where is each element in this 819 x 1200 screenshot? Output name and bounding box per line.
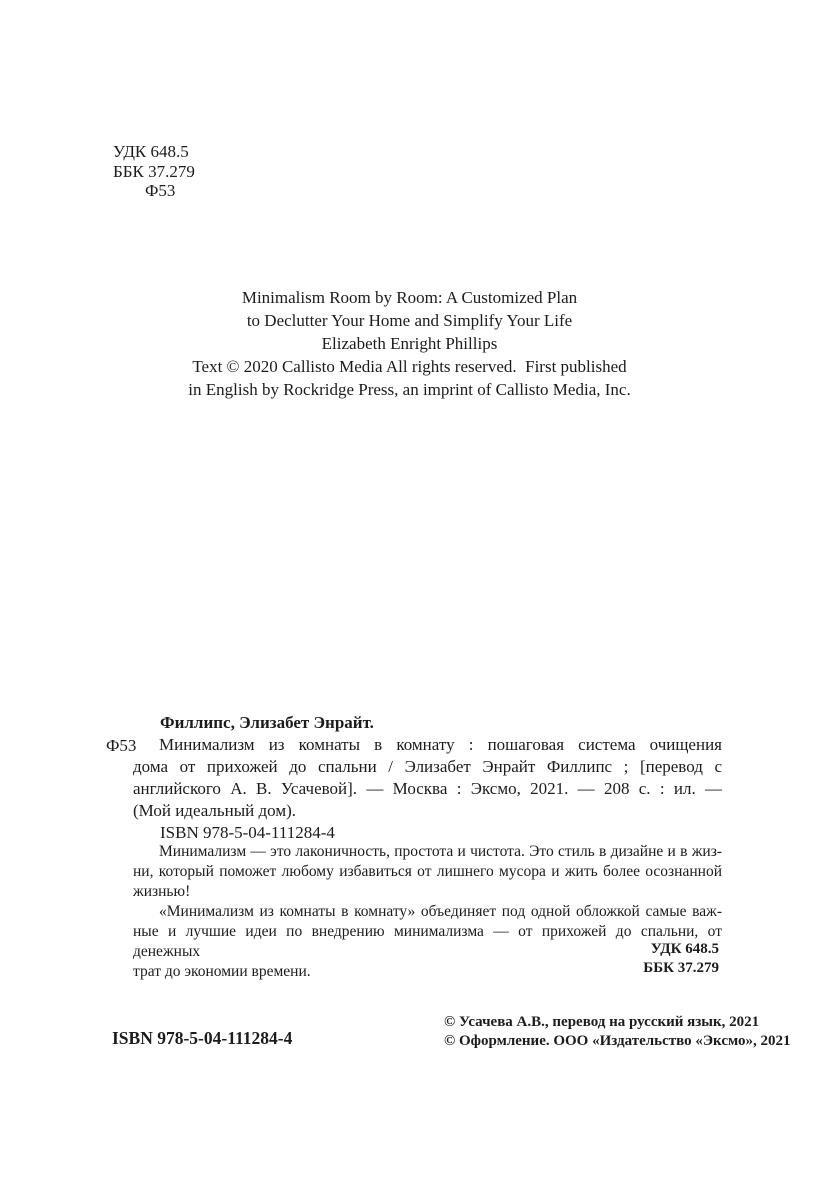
text-line: Elizabeth Enright Phillips [321,334,498,353]
text-line: to Declutter Your Home and Simplify Your Life [246,311,573,330]
text-line: in English by Rockridge Press, an imprint of Callisto Media, Inc. [188,380,631,399]
catalog-description [133,734,722,822]
text-line: английского А. В. Усачевой]. — Москва : Эксмо, 2021. — 208 с. : ил. — [133,779,722,798]
catalog-isbn: ISBN 978-5-04-111284-4 [160,823,335,842]
catalog-card [133,712,722,844]
english-imprint-block [0,286,819,401]
text-line: жизнью! [133,883,191,900]
text-line: Минимализм из комнаты в комнату : пошаговая система очищения [159,735,722,754]
text-line: дома от прихожей до спальни / Элизабет Энрайт Филлипс ; [перевод с [133,757,722,776]
udk-code-bottom: УДК 648.5 [650,941,719,957]
text-line: «Минимализм из комнаты в комнату» объединяет под одной обложкой самые важ- [159,903,722,920]
text-line: © Усачева А.В., перевод на русский язык, 2021 [444,1014,760,1030]
bbk-code: ББК 37.279 [113,161,195,181]
text-line: Minimalism Room by Room: A Customized Plan [241,288,578,307]
text-line: ные и лучшие идеи по внедрению минимализма — от прихожей до спальни, от денежных [133,923,722,960]
text-line: Минимализм — это лаконичность, простота и чистота. Это стиль в дизайне и в жиз- [159,843,722,860]
annotation-paragraph-2 [133,902,722,982]
udk-code: УДК 648.5 [113,142,189,161]
text-line: Text © 2020 Callisto Media All rights reserved. First published [192,357,627,376]
text-line: (Мой идеальный дом). [133,801,296,820]
annotation-block [133,842,722,982]
bottom-codes-block [643,940,719,977]
text-line: трат до экономии времени. [133,963,311,980]
bbk-code-bottom: ББК 37.279 [643,959,719,976]
text-line: ни, который поможет любому избавиться от лишнего мусора и жить более осознанной [133,863,722,880]
author-sign: Ф53 [145,181,176,200]
catalog-author-heading: Филлипс, Элизабет Энрайт. [160,713,374,732]
text-line: © Оформление. ООО «Издательство «Эксмо», 2021 [444,1032,791,1049]
footer-isbn: ISBN 978-5-04-111284-4 [112,1028,293,1048]
top-codes-block [113,142,195,201]
copyright-block [444,1013,791,1050]
catalog-margin-sign: Ф53 [106,736,137,755]
annotation-paragraph-1 [133,842,722,902]
